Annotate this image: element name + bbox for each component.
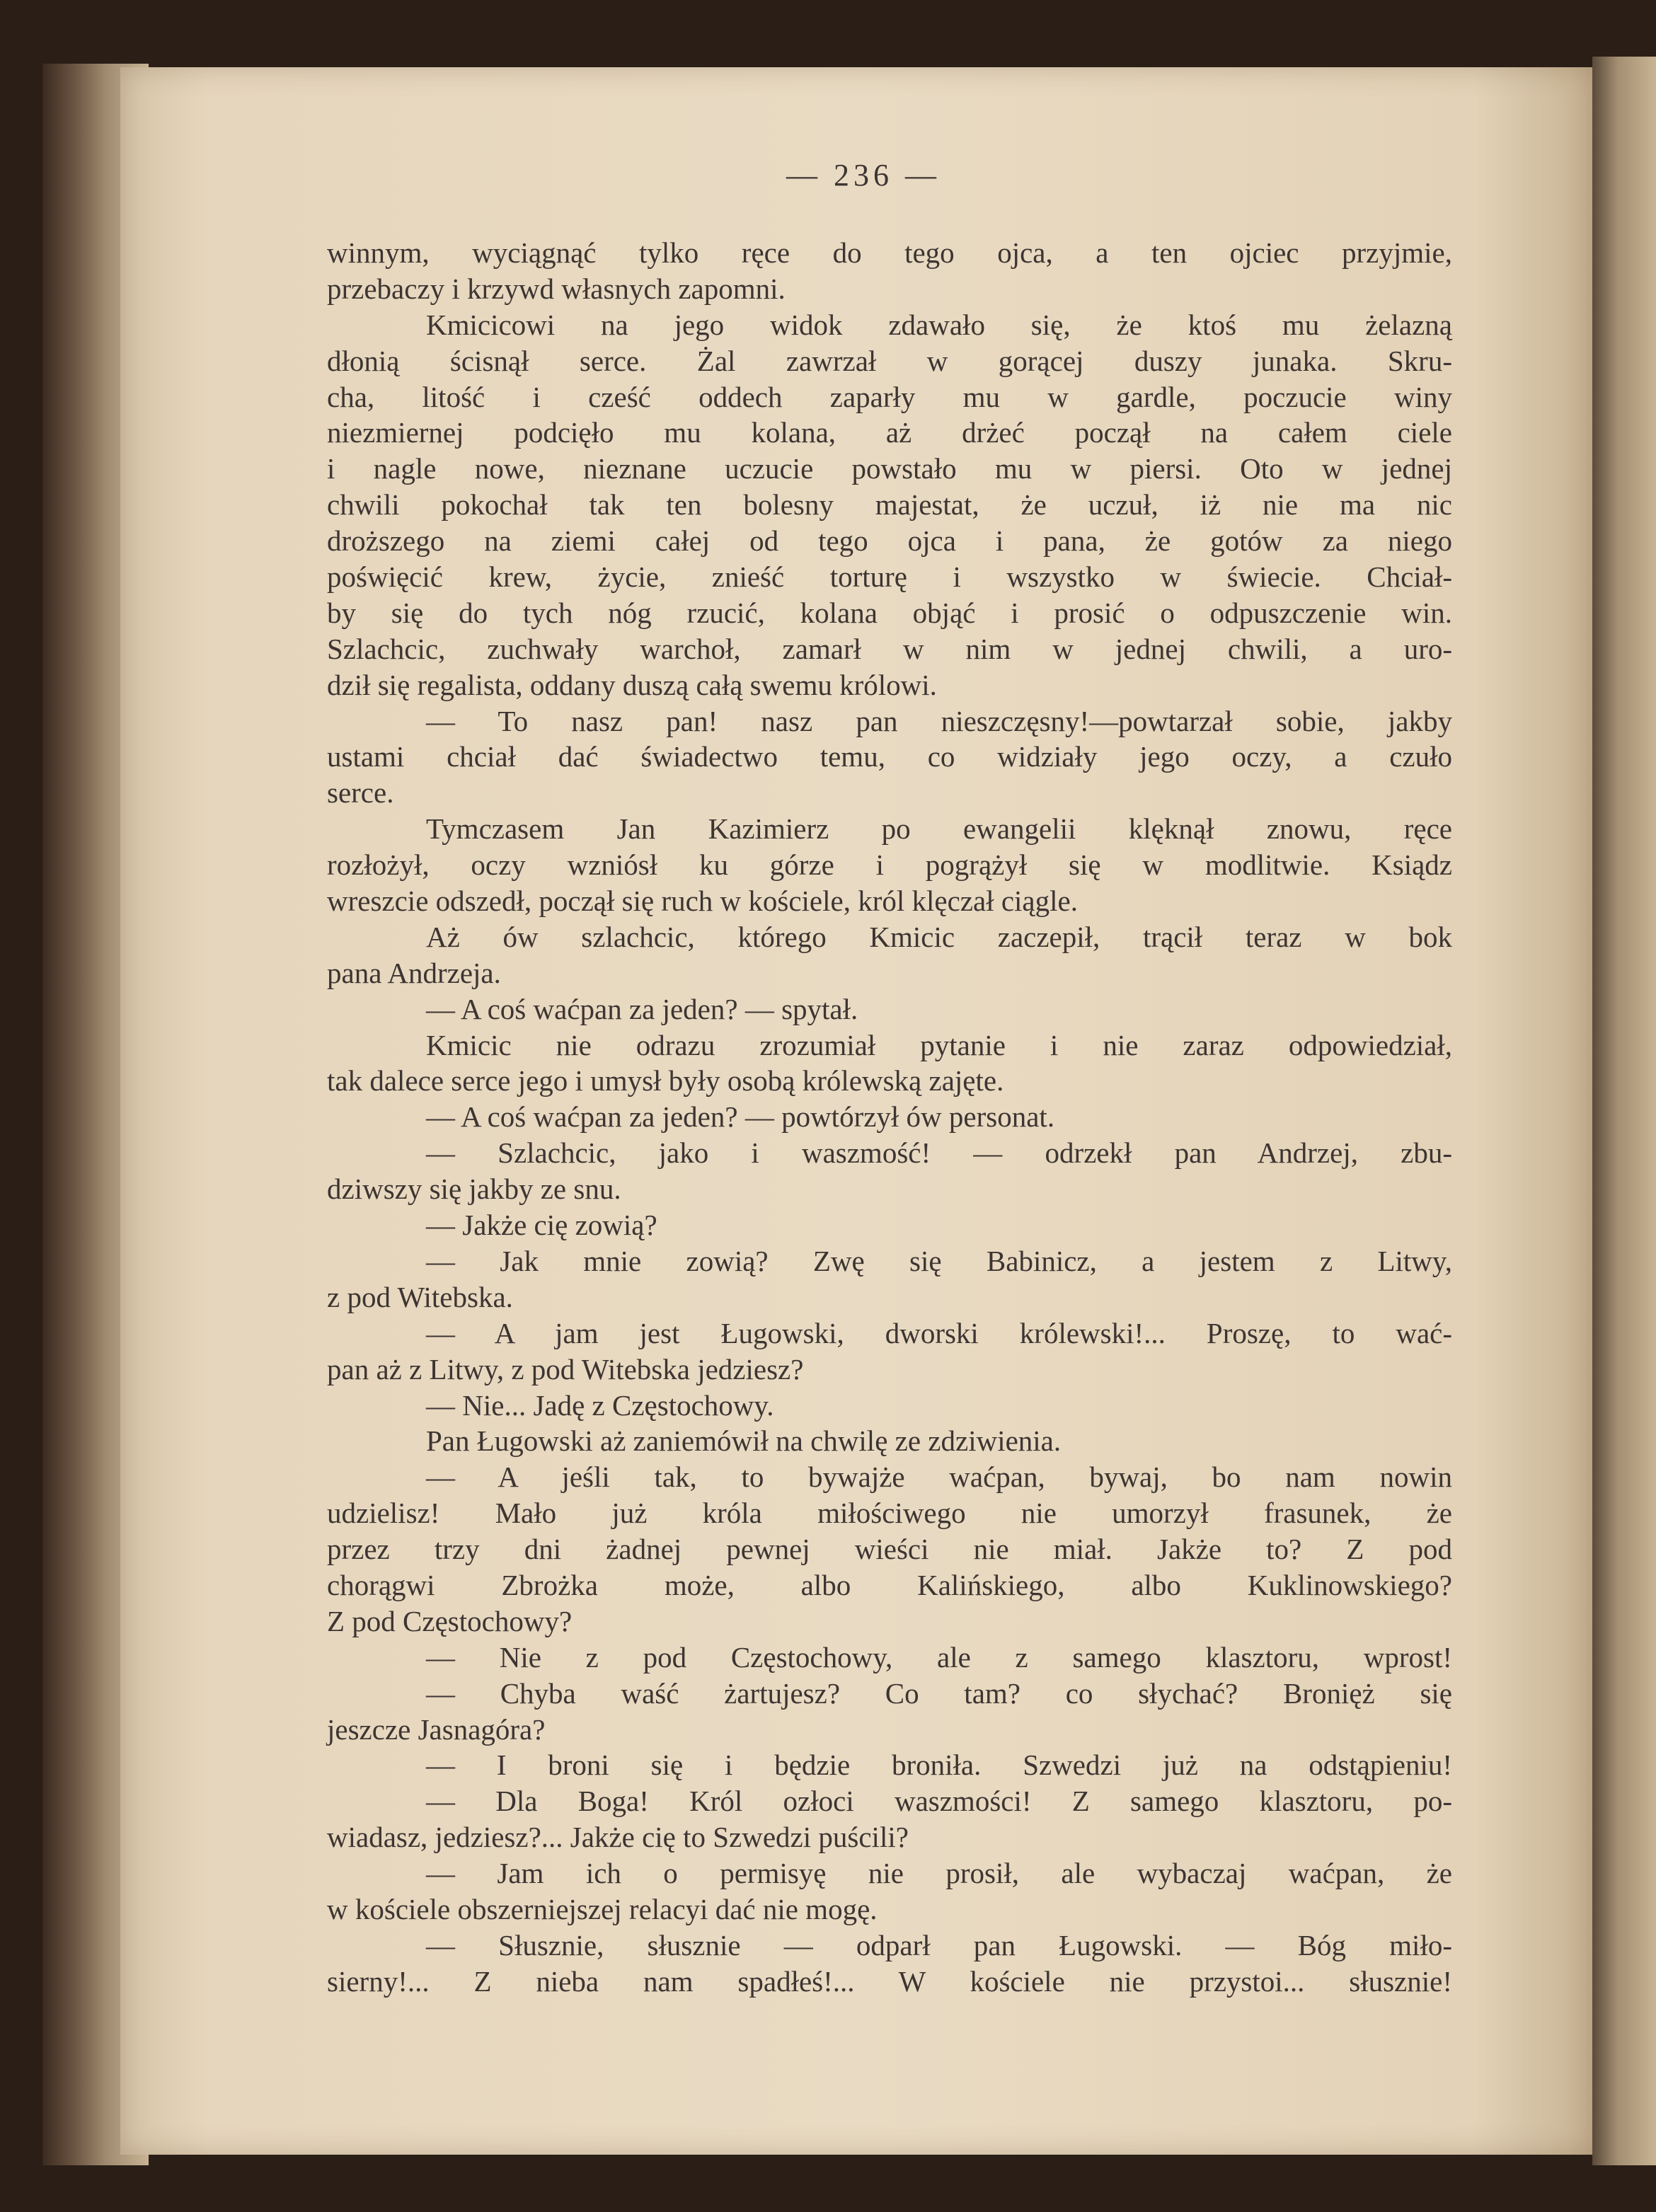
text-line: w kościele obszerniejszej relacyi dać nie mogę. <box>327 1892 878 1925</box>
text-line: tak dalece serce jego i umysł były osobą królewską zajęte. <box>327 1064 1004 1098</box>
text-line: przebaczy i krzywd własnych zapomni. <box>327 272 786 305</box>
text-line: wreszcie odszedł, począł się ruch w kościele, król klęczał ciągle. <box>327 885 1078 918</box>
text-line: — Nie... Jadę z Częstochowy. <box>426 1388 774 1422</box>
text-line: by się do tych nóg rzucić, kolana objąć i prosić o odpuszczenie win. <box>327 596 1452 629</box>
text-line: Tymczasem Jan Kazimierz po ewangelii klęknął znowu, ręce <box>426 812 1452 846</box>
text-line: — Chyba waść żartujesz? Co tam? co słychać? Bronięż się <box>426 1676 1452 1710</box>
text-line: Aż ów szlachcic, którego Kmicic zaczepił, trącił teraz w bok <box>426 920 1452 953</box>
text-line: ustami chciał dać świadectwo temu, co widziały jego oczy, a czuło <box>327 740 1452 773</box>
text-line: sierny!... Z nieba nam spadłeś!... W kościele nie przystoi... słusznie! <box>327 1964 1452 1998</box>
text-line: Szlachcic, zuchwały warchoł, zamarł w nim w jednej chwili, a uro- <box>327 632 1452 665</box>
text-line: — I broni się i będzie broniła. Szwedzi już na odstąpieniu! <box>426 1749 1452 1782</box>
text-line: przez trzy dni żadnej pewnej wieści nie miał. Jakże to? Z pod <box>327 1533 1452 1566</box>
text-line: dził się regalista, oddany duszą całą swemu królowi. <box>327 668 937 701</box>
text-line: — Dla Boga! Król ozłoci waszmości! Z samego klasztoru, po- <box>426 1785 1452 1818</box>
text-line: winnym, wyciągnąć tylko ręce do tego ojca, a ten ojciec przyjmie, <box>327 236 1452 269</box>
text-line: Kmicicowi na jego widok zdawało się, że ktoś mu żelazną <box>426 308 1452 341</box>
text-line: dłonią ścisnął serce. Żal zawrzał w gorącej duszy junaka. Skru- <box>327 344 1452 377</box>
text-line: — A coś waćpan za jeden? — spytał. <box>426 992 858 1025</box>
text-line: poświęcić krew, życie, znieść torturę i wszystko w świecie. Chciał- <box>327 560 1452 594</box>
text-line: pan aż z Litwy, z pod Witebska jedziesz? <box>327 1352 804 1386</box>
text-line: — Jak mnie zowią? Zwę się Babinicz, a jestem z Litwy, <box>426 1244 1452 1277</box>
text-line: udzielisz! Mało już króla miłościwego nie umorzył frasunek, że <box>327 1497 1452 1530</box>
text-line: — Nie z pod Częstochowy, ale z samego klasztoru, wprost! <box>426 1640 1452 1674</box>
text-line: — Jakże cię zowią? <box>426 1209 657 1242</box>
text-line: — Jam ich o permisyę nie prosił, ale wybaczaj waćpan, że <box>426 1857 1452 1890</box>
text-line: droższego na ziemi całej od tego ojca i pana, że gotów za niego <box>327 524 1452 558</box>
text-line: — To nasz pan! nasz pan nieszczęsny!—powtarzał sobie, jakby <box>426 704 1452 737</box>
text-line: pana Andrzeja. <box>327 956 501 989</box>
text-line: z pod Witebska. <box>327 1280 513 1313</box>
text-line: — Szlachcic, jako i waszmość! — odrzekł pan Andrzej, zbu- <box>426 1136 1452 1170</box>
text-line: i nagle nowe, nieznane uczucie powstało mu w piersi. Oto w jednej <box>327 452 1452 485</box>
text-line: cha, litość i cześć oddech zaparły mu w gardle, poczucie winy <box>327 380 1452 413</box>
text-line: Kmicic nie odrazu zrozumiał pytanie i nie zaraz odpowiedział, <box>426 1028 1452 1061</box>
text-line: chorągwi Zbrożka może, albo Kalińskiego, albo Kuklinowskiego? <box>327 1568 1452 1601</box>
body-text <box>327 235 1452 2000</box>
text-line: — Słusznie, słusznie — odparł pan Ługowski. — Bóg miło- <box>426 1928 1452 1962</box>
text-line: niezmiernej podcięło mu kolana, aż drżeć począł na całem ciele <box>327 416 1452 449</box>
text-line: — A coś waćpan za jeden? — powtórzył ów personat. <box>426 1100 1055 1134</box>
text-line: wiadasz, jedziesz?... Jakże cię to Szwedzi puścili? <box>327 1821 909 1854</box>
text-line: Pan Ługowski aż zaniemówił na chwilę ze zdziwienia. <box>426 1424 1062 1458</box>
text-line: jeszcze Jasnagóra? <box>327 1712 546 1746</box>
facing-page-edge <box>1592 57 1656 2165</box>
text-line: dziwszy się jakby ze snu. <box>327 1173 621 1206</box>
text-line: Z pod Częstochowy? <box>327 1604 573 1637</box>
text-line: serce. <box>327 776 394 810</box>
text-line: — A jeśli tak, to bywajże waćpan, bywaj, bo nam nowin <box>426 1461 1452 1494</box>
text-line: — A jam jest Ługowski, dworski królewski!... Proszę, to wać- <box>426 1316 1452 1349</box>
text-line: rozłożył, oczy wzniósł ku górze i pogrążył się w modlitwie. Ksiądz <box>327 848 1452 882</box>
text-line: chwili pokochał tak ten bolesny majestat, że uczuł, iż nie ma nic <box>327 488 1452 522</box>
page-number: — 236 — <box>786 158 941 192</box>
